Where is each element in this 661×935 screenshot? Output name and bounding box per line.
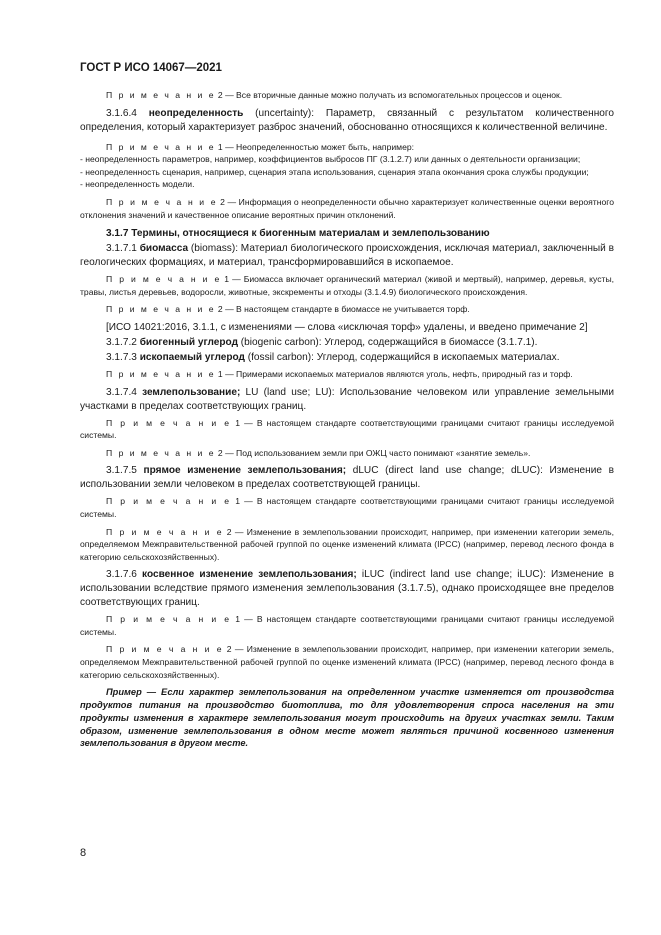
source-reference: [ИСО 14021:2016, 3.1.1, с изменениями — слова «исключая торф» удалены, и введено примечание 2] <box>106 321 588 333</box>
note-1-biomass: П р и м е ч а н и е 1 — Биомасса включает органический материал (живой и мертвый), например, деревья, кусты, травы, листья деревьев, водоросли, животные, экскременты и отходы (3.1.4.9) биологического происхождения. <box>80 274 615 297</box>
document-header: ГОСТ Р ИСО 14067—2021 <box>80 62 222 74</box>
note-2-dluc: П р и м е ч а н и е 2 — Изменение в землепользовании происходит, например, при изменении категории земель, определяемом Межправительственной рабочей группой по оценке изменений климата (IPCC) (например, перевод лесного фонда в категорию сельскохозяйственных). <box>80 526 614 562</box>
note-2-uncertainty: П р и м е ч а н и е 2 — Информация о неопределенности обычно характеризует количественные оценки вероятного отклонения значений и качественное описание вероятных причин отклонений. <box>80 196 614 220</box>
list-item: - неопределенность параметров, например, коэффициентов выбросов ПГ (3.1.2.7) или данных о деятельности организации; <box>80 154 581 165</box>
example-paragraph: Пример — Если характер землепользования на определенном участке изменяется от производства продуктов питания на производство биотоплива, то для удовлетворения спроса населения на эти продукты изменения в характере землепользования могут происходить на других участках земли. Таким образом, изменение землепользования в одном месте может являться причиной косвенного изменения землепользования в другом месте. <box>80 687 614 749</box>
term-fossil-carbon: 3.1.7.3 ископаемый углерод (fossil carbon): Углерод, содержащийся в ископаемых материалах. <box>106 351 560 363</box>
page-number: 8 <box>80 847 87 859</box>
term-uncertainty: 3.1.6.4 неопределенность (uncertainty): Параметр, связанный с результатом количественного определения, который характеризует разброс значений, обоснованно относящихся к количественной величине. <box>80 107 614 133</box>
term-land-use: 3.1.7.4 землепользование; LU (land use; LU): Использование человеком или управление земельными участками в пределах соответствующих границ. <box>80 386 614 412</box>
document-body <box>80 89 614 750</box>
note-1-iluc: П р и м е ч а н и е 1 — В настоящем стандарте соответствующими границами считают границы исследуемой системы. <box>80 614 614 637</box>
term-direct-land-use-change: 3.1.7.5 прямое изменение землепользования; dLUC (direct land use change; dLUC): Изменение в использовании земли человеком в пределах соответствующей границы. <box>80 465 614 491</box>
list-item: - неопределенность сценария, например, сценария этапа использования, сценария этапа окончания срока службы продукции; <box>80 166 589 177</box>
list-item: - неопределенность модели. <box>80 179 195 190</box>
term-indirect-land-use-change: 3.1.7.6 косвенное изменение землепользования; iLUC (indirect land use change; iLUC): Изменение в использовании вследствие прямого изменения землепользования (3.1.7.5), однако происходящее вне пределов соответствующих границ. <box>80 569 614 609</box>
term-biomass: 3.1.7.1 биомасса (biomass): Материал биологического происхождения, исключая материал, заключенный в геологических формациях, и материал, трансформировавшийся в ископаемое. <box>80 243 614 269</box>
term-biogenic-carbon: 3.1.7.2 биогенный углерод (biogenic carbon): Углерод, содержащийся в биомассе (3.1.7.1). <box>106 336 538 348</box>
note-1-uncertainty: П р и м е ч а н и е 1 — Неопределенностью может быть, например: - неопределенность параметров, например, коэффициентов выбросов ПГ (3.1.2.7) или данных о деятельности организации; - неопределенность сценария, например, сценария этапа использования, сценария этапа окончания срока службы продукции; - неопределенность модели. <box>80 141 614 191</box>
note-1-fossil-carbon: П р и м е ч а н и е 1 — Примерами ископаемых материалов являются уголь, нефть, природный газ и торф. <box>106 368 573 379</box>
note-1-dluc: П р и м е ч а н и е 1 — В настоящем стандарте соответствующими границами считают границы исследуемой системы. <box>80 496 614 519</box>
section-heading-3-1-7: 3.1.7 Термины, относящиеся к биогенным материалам и землепользованию <box>106 228 490 240</box>
note-2-secondary-data: П р и м е ч а н и е 2 — Все вторичные данные можно получать из вспомогательных процессов и оценок. <box>106 90 563 100</box>
note-1-land-use: П р и м е ч а н и е 1 — В настоящем стандарте соответствующими границами считают границы исследуемой системы. <box>80 417 614 441</box>
note-2-iluc: П р и м е ч а н и е 2 — Изменение в землепользовании происходит, например, при изменении категории земель, определяемом Межправительственной рабочей группой по оценке изменений климата (IPCC) (например, перевод лесного фонда в категорию сельскохозяйственных). <box>80 644 614 680</box>
note-2-biomass: П р и м е ч а н и е 2 — В настоящем стандарте в биомассе не учитывается торф. <box>106 304 470 315</box>
note-2-land-use: П р и м е ч а н и е 2 — Под использованием земли при ОЖЦ часто понимают «занятие земель». <box>106 447 531 458</box>
